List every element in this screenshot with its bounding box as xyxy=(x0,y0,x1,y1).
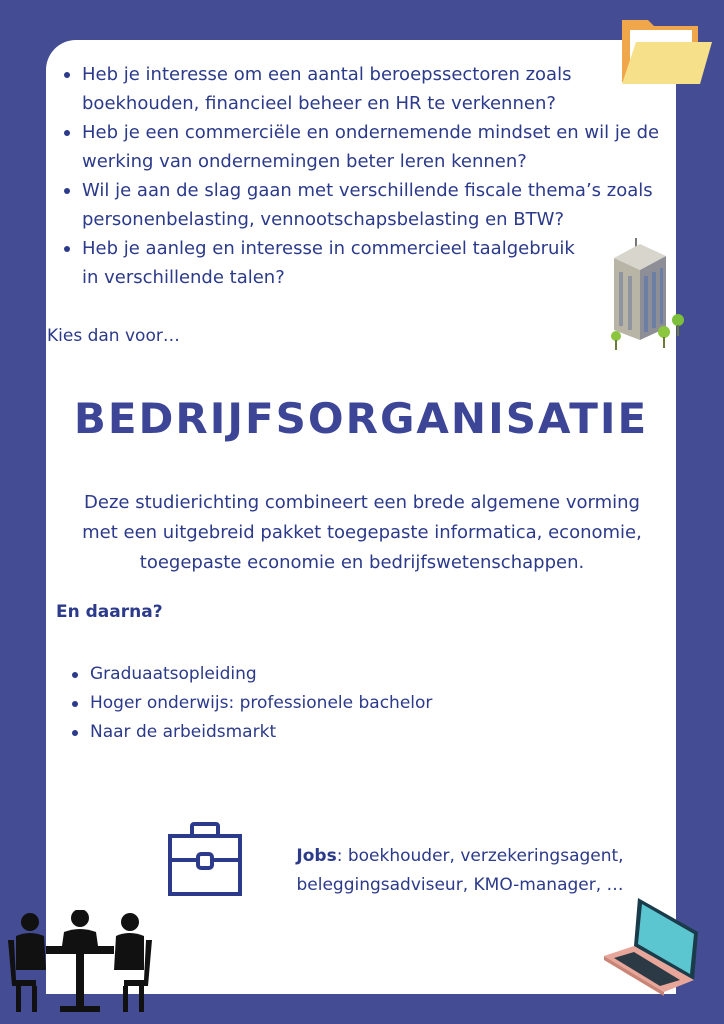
laptop-icon xyxy=(602,894,702,998)
after-item: Hoger onderwijs: professionele bachelor xyxy=(90,689,432,718)
intro-item: Heb je een commerciële en ondernemende mindset en wil je de werking van ondernemingen beter leren kennen? xyxy=(82,118,672,176)
intro-item: Wil je aan de slag gaan met verschillende fiscale thema’s zoals personenbelasting, vennootschapsbelasting en BTW? xyxy=(82,176,672,234)
page-title: BEDRIJFSORGANISATIE xyxy=(73,394,649,443)
intro-item: Heb je aanleg en interesse in commercieel taalgebruik in verschillende talen? xyxy=(82,234,672,292)
jobs-label: Jobs xyxy=(296,846,337,866)
folder-icon xyxy=(618,12,716,86)
briefcase-icon xyxy=(166,820,244,898)
kies-text: Kies dan voor… xyxy=(47,326,180,346)
after-item: Graduaatsopleiding xyxy=(90,660,432,689)
intro-item: Heb je interesse om een aantal beroepssectoren zoals boekhouden, financieel beheer en HR te verkennen? xyxy=(82,60,672,118)
meeting-icon xyxy=(6,910,154,1014)
jobs-list: : boekhouder, verzekeringsagent, beleggingsadviseur, KMO-manager, … xyxy=(296,846,624,895)
jobs-text xyxy=(270,842,650,900)
after-list xyxy=(72,660,432,747)
intro-list xyxy=(62,60,672,292)
after-item: Naar de arbeidsmarkt xyxy=(90,718,432,747)
after-heading: En daarna? xyxy=(56,602,163,622)
building-icon xyxy=(606,236,690,352)
description: Deze studierichting combineert een brede algemene vorming met een uitgebreid pakket toegepaste informatica, economie, toegepaste economie en bedrijfswetenschappen. xyxy=(82,492,642,573)
